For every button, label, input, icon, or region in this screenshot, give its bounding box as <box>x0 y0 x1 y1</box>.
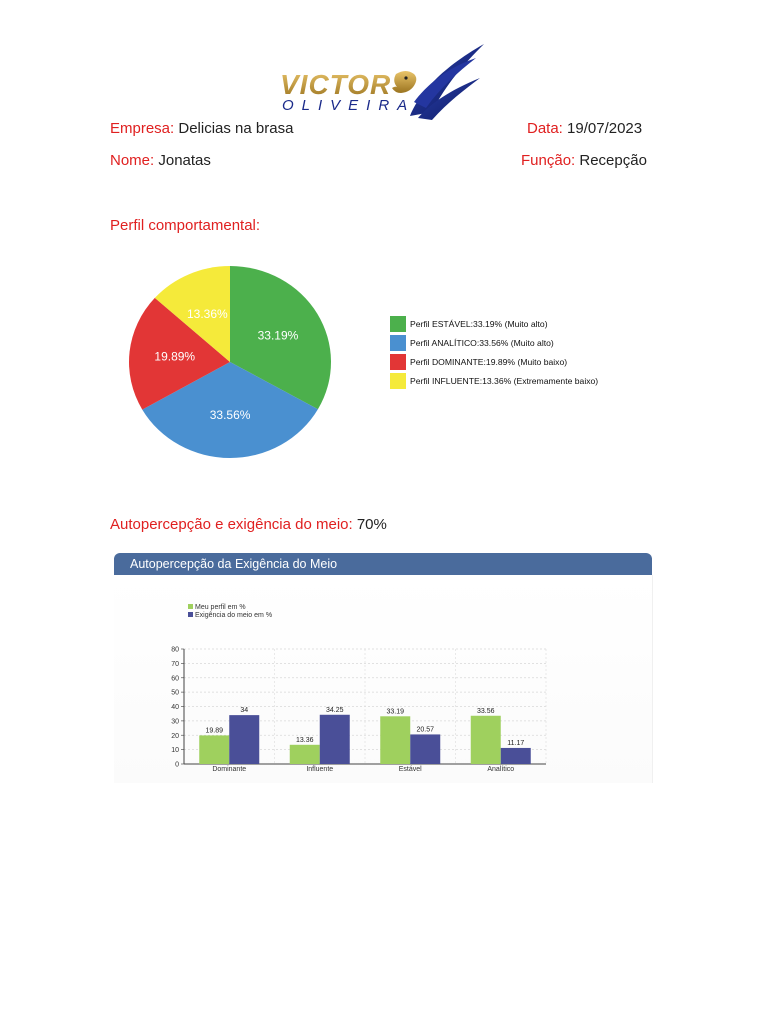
company-value: Delicias na brasa <box>178 120 294 137</box>
y-tick-label: 20 <box>171 732 179 740</box>
name-label: Nome: <box>110 152 155 169</box>
y-tick-label: 40 <box>171 704 179 711</box>
bar-legend-swatch <box>188 604 193 609</box>
date-row <box>527 120 642 137</box>
bar-value-label: 20.57 <box>416 726 435 734</box>
y-tick-label: 0 <box>175 761 179 769</box>
name-row <box>110 152 211 169</box>
bar-legend-label: Exigência do meio em % <box>195 612 273 619</box>
bar-chart <box>114 575 652 783</box>
name-value: Jonatas <box>158 152 211 169</box>
y-tick-label: 60 <box>171 675 179 683</box>
logo-top-text: VICTOR <box>280 69 392 100</box>
bar <box>320 715 350 764</box>
y-tick-label: 30 <box>171 718 179 726</box>
pie-slice-label: 13.36% <box>187 306 228 321</box>
bar-chart-body <box>114 575 653 783</box>
y-tick-label: 50 <box>171 689 179 697</box>
legend-item <box>390 371 650 390</box>
company-row <box>110 120 293 137</box>
bar <box>199 735 229 764</box>
role-value: Recepção <box>579 152 647 169</box>
bar <box>229 715 259 764</box>
bar-value-label: 34.25 <box>325 706 344 714</box>
x-tick-label: Analítico <box>487 766 515 773</box>
legend-label: Perfil INFLUENTE:13.36% (Extremamente baixo) <box>410 375 599 386</box>
bar-legend-label: Meu perfil em % <box>195 604 246 611</box>
logo-bottom-text: OLIVEIRA <box>282 97 416 114</box>
pie-slice-label: 33.56% <box>209 407 251 422</box>
legend-swatch <box>390 373 406 389</box>
profile-title: Perfil comportamental: <box>110 217 261 234</box>
bar <box>471 716 501 764</box>
victor-oliveira-logo <box>268 38 498 122</box>
pie-legend <box>390 314 650 390</box>
self-title: Autopercepção e exigência do meio: <box>110 516 353 533</box>
bar <box>501 748 531 764</box>
profile-section-title <box>110 217 260 234</box>
legend-item <box>390 314 650 333</box>
legend-swatch <box>390 335 406 351</box>
bar-chart-title: Autopercepção da Exigência do Meio <box>114 553 652 575</box>
x-tick-label: Estável <box>398 766 422 773</box>
self-section-title <box>110 516 387 533</box>
pie-slice-label: 33.19% <box>257 328 299 343</box>
legend-item <box>390 352 650 371</box>
pie-slice-label: 19.89% <box>154 349 196 364</box>
company-label: Empresa: <box>110 120 175 137</box>
bar-legend-swatch <box>188 612 193 617</box>
legend-item <box>390 333 650 352</box>
legend-label: Perfil DOMINANTE:19.89% (Muito baixo) <box>410 356 568 367</box>
bar-value-label: 33.19 <box>386 708 405 716</box>
bar-value-label: 13.36 <box>295 736 314 744</box>
legend-label: Perfil ESTÁVEL:33.19% (Muito alto) <box>410 318 548 329</box>
role-row <box>521 152 647 169</box>
bar-value-label: 34 <box>240 707 249 715</box>
bar-value-label: 19.89 <box>205 727 224 735</box>
profile-pie-chart <box>118 255 348 470</box>
role-label: Função: <box>521 152 576 169</box>
bar-value-label: 33.56 <box>476 707 495 715</box>
legend-swatch <box>390 316 406 332</box>
y-tick-label: 80 <box>171 646 179 654</box>
date-label: Data: <box>527 120 563 137</box>
bar <box>290 745 320 764</box>
self-value: 70% <box>356 516 387 533</box>
legend-label: Perfil ANALÍTICO:33.56% (Muito alto) <box>410 337 554 348</box>
eagle-head-icon <box>392 71 416 93</box>
date-value: 19/07/2023 <box>567 120 643 137</box>
legend-swatch <box>390 354 406 370</box>
bar <box>410 734 440 764</box>
y-tick-label: 10 <box>171 747 179 755</box>
bar-chart-panel <box>114 553 652 783</box>
bar-value-label: 11.17 <box>507 739 525 747</box>
y-tick-label: 70 <box>171 660 179 668</box>
x-tick-label: Dominante <box>212 766 247 773</box>
x-tick-label: Influente <box>306 766 334 773</box>
bar <box>380 716 410 764</box>
